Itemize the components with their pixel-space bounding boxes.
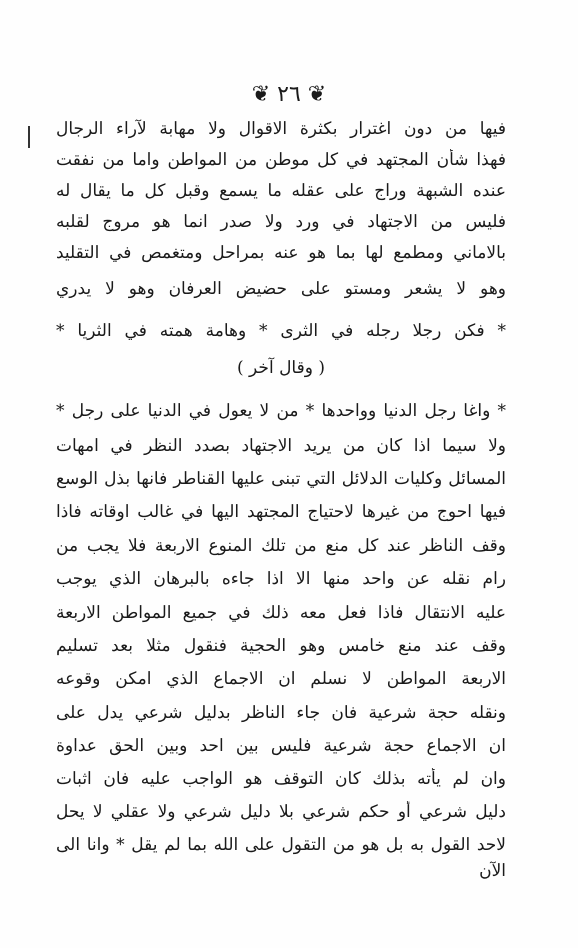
verse-line: * فكن رجلا رجله في الثرى * وهامة همته في الثريا * xyxy=(56,321,506,341)
text-line: وقف عند منع خامس وهو الحجية فنقول مثلا بعد تسليم xyxy=(56,636,506,656)
text-line: فيها احوج من غيرها لاحتياج المجتهد اليها في غالب اوقاته فاذا xyxy=(56,502,506,522)
text-line: ونقله حجة شرعية فان جاء الناظر بدليل شرعي يدل على xyxy=(56,703,506,723)
text-line: رام نقله عن واحد منها الا اذا جاءه بالبرهان الذي يوجب xyxy=(56,569,506,589)
text-line: الاربعة المواطن لا نسلم ان الاجماع الذي امكن وقوعه xyxy=(56,669,506,689)
text-line: وهو لا يشعر ومستو على حضيض العرفان وهو لا يدري xyxy=(56,279,506,299)
verse-line: * واغا رجل الدنيا وواحدها * من لا يعول في الدنيا على رجل * xyxy=(56,401,506,421)
verse-heading: ( وقال آخر ) xyxy=(237,358,325,378)
text-line: فهذا شأن المجتهد في كل موطن من المواطن واما من نفقت xyxy=(56,150,506,170)
text-line: عليه الانتقال فاذا فعل معه ذلك في جميع المواطن الاربعة xyxy=(56,603,506,623)
text-line: دليل شرعي أو حكم شرعي بلا دليل شرعي ولا عقلي لا يحل xyxy=(56,802,506,822)
text-line: وقف الناظر عند كل منع من تلك المنوع الاربعة فلا يجب من xyxy=(56,536,506,556)
text-line: فيها من دون اغترار بكثرة الاقوال ولا مهابة لآراء الرجال xyxy=(56,119,506,139)
page-number: ❦ ٢٦ ❦ xyxy=(251,82,327,107)
text-line: بالاماني ومطمع لها بما هو عنه بمراحل ومتغمص في التقليد xyxy=(56,243,506,263)
margin-mark xyxy=(28,126,30,148)
text-line: ولا سيما اذا كان من يريد الاجتهاد بصدد النظر في امهات xyxy=(56,436,506,456)
text-line: ان الاجماع حجة شرعية فليس بين احد وبين الحق عداوة xyxy=(56,736,506,756)
text-line: وان لم يأته بذلك كان التوقف هو الواجب عليه فان اثبات xyxy=(56,769,506,789)
text-line: لاحد القول به بل هو من التقول على الله بما لم يقل * وانا الى xyxy=(56,835,506,855)
text-line: الآن xyxy=(479,861,506,881)
text-line: عنده الشبهة وراج على عقله ما يسمع وقبل كل ما يقال له xyxy=(56,181,506,201)
text-line: المسائل وكليات الدلائل التي تبنى عليها القناطر فانها بذل الوسع xyxy=(56,469,506,489)
text-line: فليس من الاجتهاد في ورد ولا صدر انما هو مروج لقلبه xyxy=(56,212,506,232)
